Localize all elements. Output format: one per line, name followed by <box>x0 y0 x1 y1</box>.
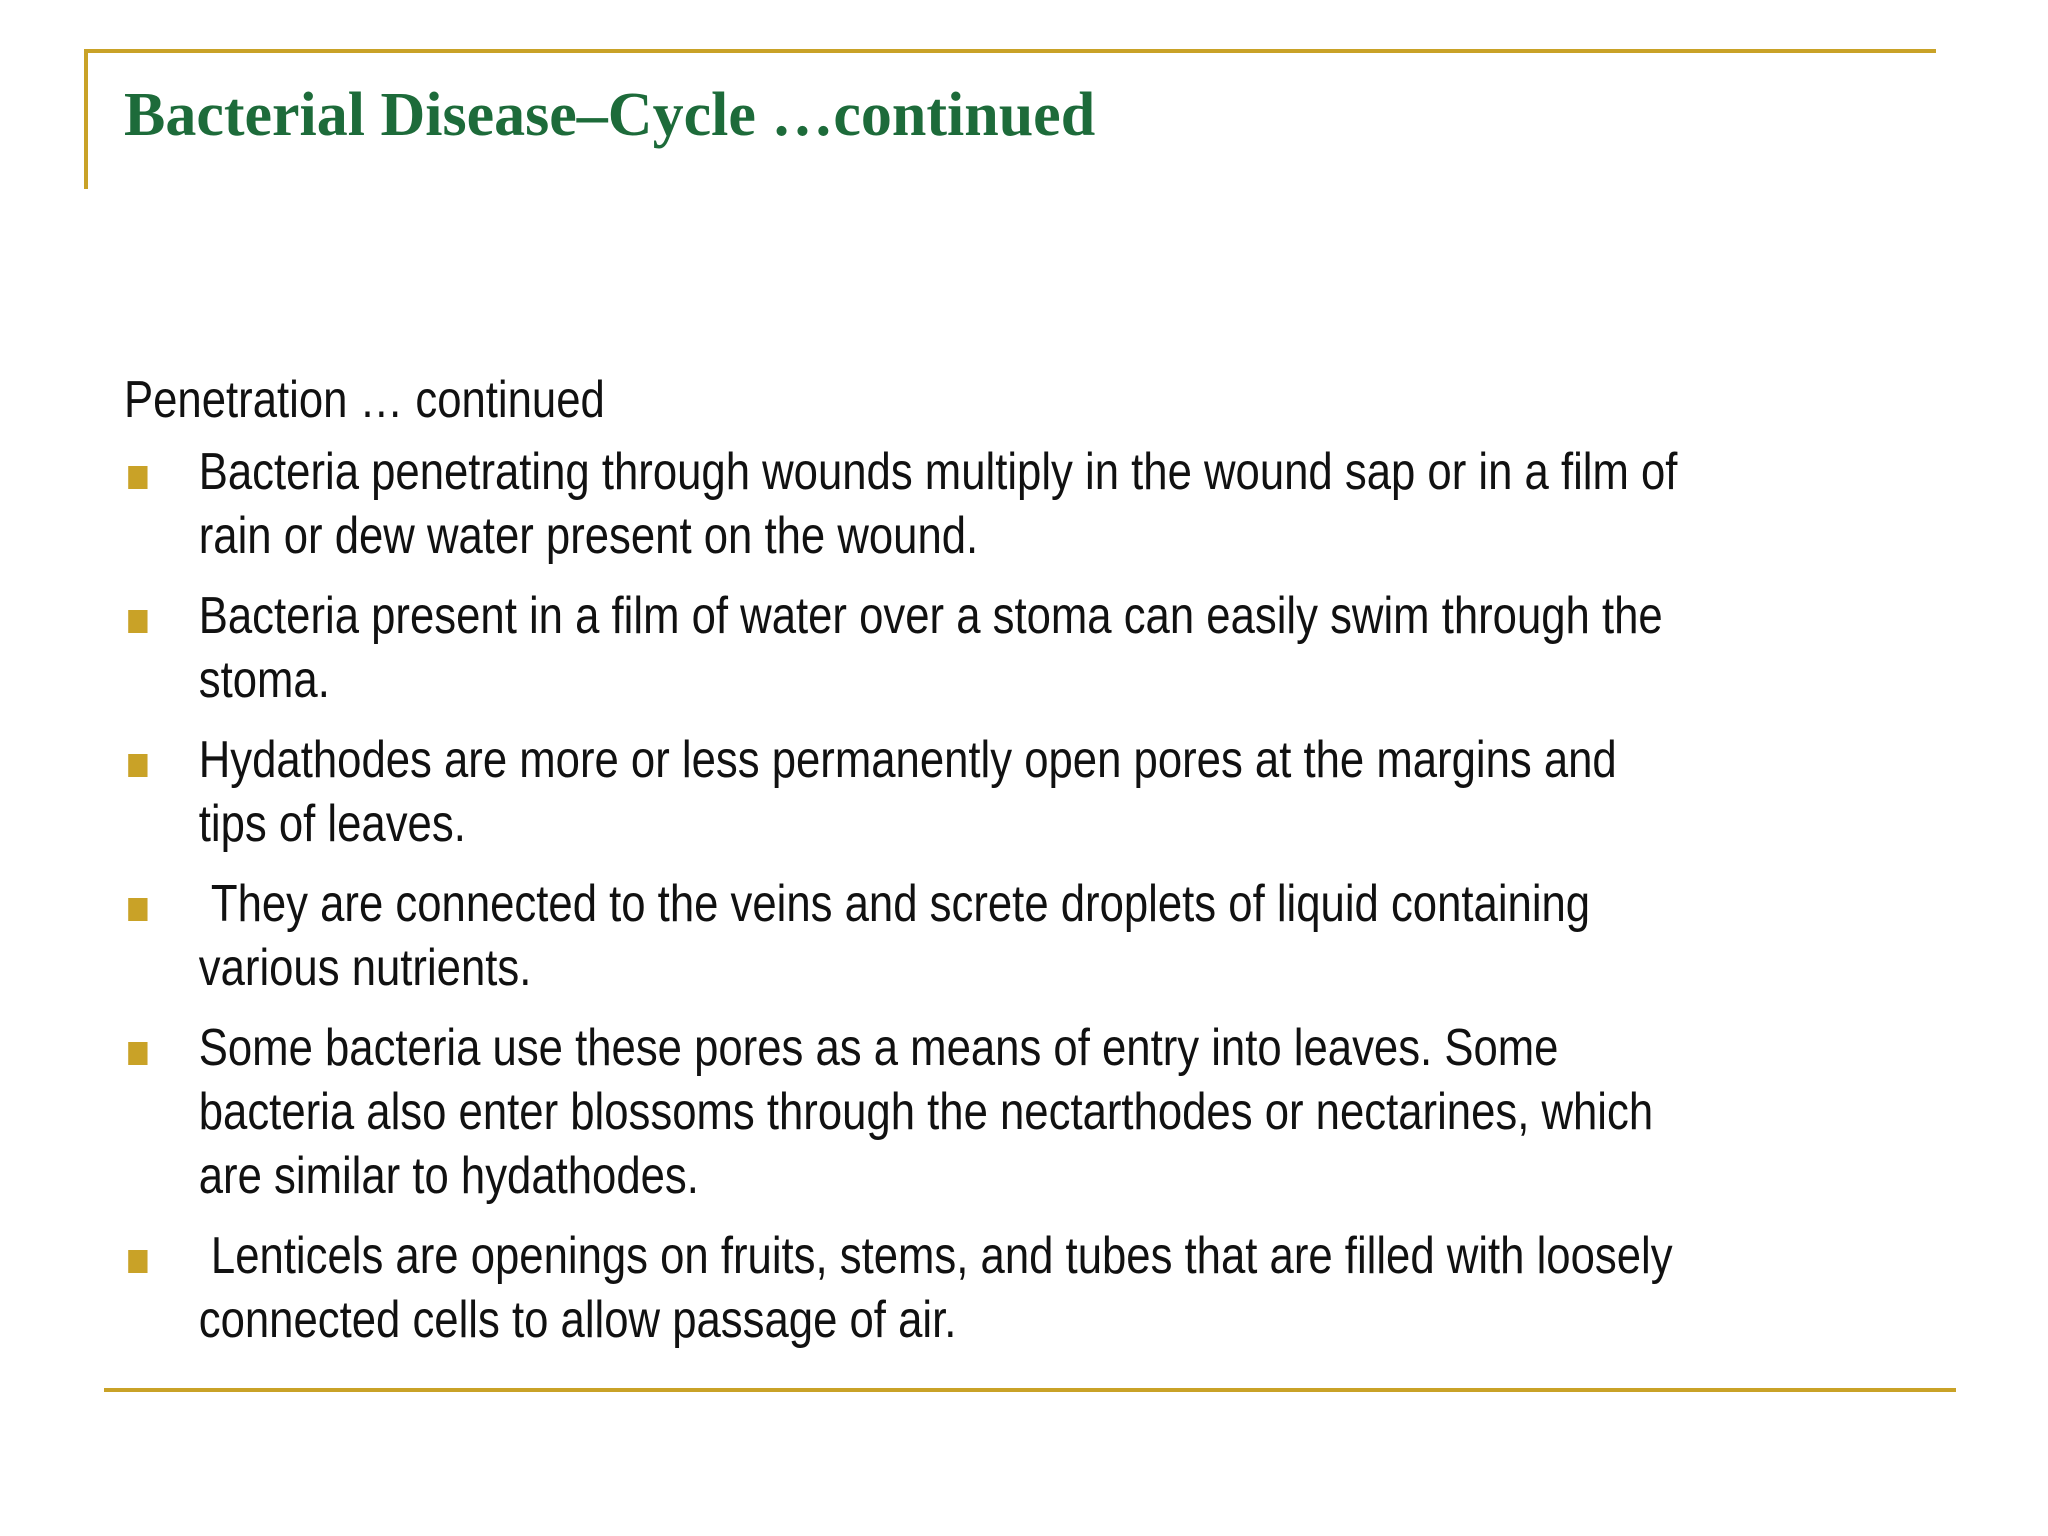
bullet-item <box>124 728 1686 856</box>
bullet-text: Bacteria penetrating through wounds multiply in the wound sap or in a film of rain or dew water present on the wound. <box>198 443 1678 565</box>
bullet-item <box>124 440 1686 568</box>
square-bullet-icon <box>128 1250 147 1273</box>
title-left-rule <box>84 49 88 189</box>
bullet-item <box>124 1016 1686 1208</box>
bullet-item <box>124 1224 1686 1352</box>
bullet-item <box>124 872 1686 1000</box>
bullet-text: Bacteria present in a film of water over a stoma can easily swim through the stoma. <box>198 587 1663 709</box>
square-bullet-icon <box>128 466 147 489</box>
bullet-item <box>124 584 1686 712</box>
bullet-text: They are connected to the veins and screte droplets of liquid containing various nutrients. <box>198 875 1603 997</box>
square-bullet-icon <box>128 898 147 921</box>
title-top-rule <box>84 49 1936 53</box>
square-bullet-icon <box>128 1042 147 1065</box>
bullet-text: Lenticels are openings on fruits, stems, and tubes that are filled with loosely connected cells to allow passage of air. <box>198 1227 1685 1349</box>
slide-content <box>124 368 1686 1368</box>
bullet-list <box>124 440 1686 1352</box>
slide-title: Bacterial Disease–Cycle …continued <box>124 81 1096 149</box>
intro-text: Penetration … continued <box>124 371 605 429</box>
bullet-text: Hydathodes are more or less permanently open pores at the margins and tips of leaves. <box>198 731 1617 853</box>
square-bullet-icon <box>128 754 147 777</box>
bullet-text: Some bacteria use these pores as a means of entry into leaves. Some bacteria also enter blossoms through the nectarthodes or nectarines, which are similar to hydathodes. <box>198 1019 1654 1205</box>
bottom-rule <box>104 1388 1956 1392</box>
square-bullet-icon <box>128 610 147 633</box>
